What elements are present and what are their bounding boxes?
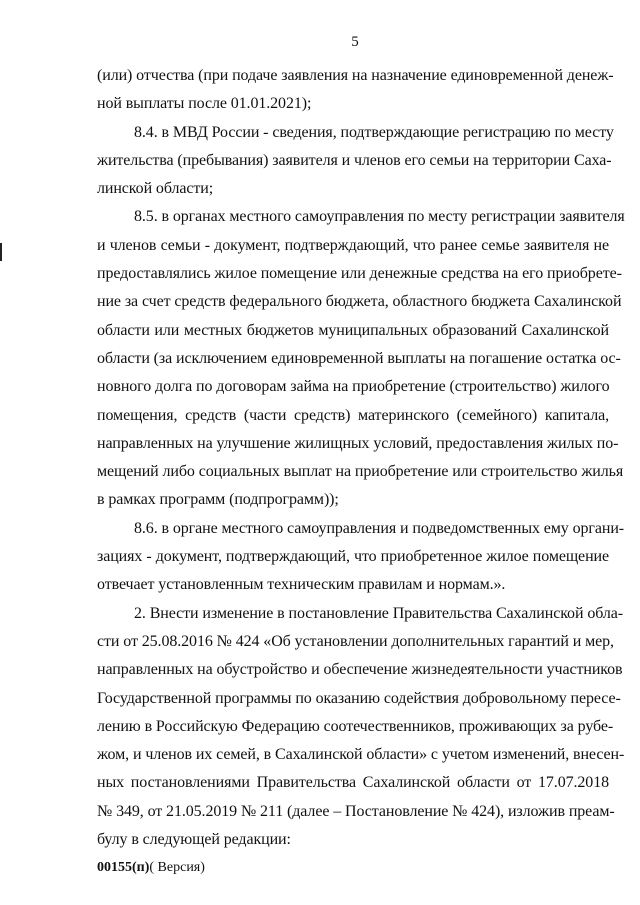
margin-mark [0,243,2,261]
text-line: 8.6. в органе местного самоуправления и подведомственных ему органи- [134,519,625,537]
text-line: № 349, от 21.05.2019 № 211 (далее – Постановление № 424), изложив преам- [97,802,615,820]
text-line: зациях - документ, подтверждающий, что приобретенное жилое помещение [97,548,609,566]
text-line: ние за счет средств федерального бюджета, областного бюджета Сахалинской [97,293,622,311]
document-body [97,62,625,854]
text-line: сти от 25.08.2016 № 424 «Об установлении дополнительных гарантий и мер, [97,632,614,650]
text-line: жительства (пребывания) заявителя и членов его семьи на территории Саха- [97,151,612,169]
text-line: и членов семьи - документ, подтверждающий, что ранее семье заявителя не [97,236,609,254]
text-line: (или) отчества (при подаче заявления на назначение единовременной денеж- [97,67,614,84]
text-line: предоставлялись жилое помещение или денежные средства на его приобрете- [97,265,622,283]
document-footer [97,860,205,876]
text-line: в рамках программ (подпрограмм)); [97,491,339,509]
text-line: 8.4. в МВД России - сведения, подтверждающие регистрацию по месту [134,123,614,141]
text-line: мещений либо социальных выплат на приобретение или строительство жилья [97,463,624,481]
text-line: направленных на улучшение жилищных условий, предоставления жилых по- [97,434,619,452]
text-line: 8.5. в органах местного самоуправления по месту регистрации заявителя [134,208,625,226]
document-code: 00155(п) [97,860,150,875]
text-line: 2. Внести изменение в постановление Правительства Сахалинской обла- [134,604,623,622]
text-line: лению в Российскую Федерацию соотечественников, проживающих за рубе- [97,717,614,735]
text-line: отвечает установленным техническим правилам и нормам.». [97,576,506,594]
text-line: направленных на обустройство и обеспечение жизнедеятельности участников [97,661,623,679]
text-line: Государственной программы по оказанию содействия добровольному пересе- [97,689,621,707]
text-line: помещения, средств (части средств) материнского (семейного) капитала, [97,406,609,424]
text-line: новного долга по договорам займа на приобретение (строительство) жилого [97,378,610,396]
text-line: ных постановлениями Правительства Сахалинской области от 17.07.2018 [97,774,609,792]
text-line: жом, и членов их семей, в Сахалинской области» с учетом изменений, внесен- [97,746,625,764]
text-line: области или местных бюджетов муниципальных образований Сахалинской [97,321,609,339]
text-line: линской области; [97,180,214,198]
page-number: 5 [351,34,359,50]
text-line: ной выплаты после 01.01.2021); [97,95,312,113]
text-line: области (за исключением единовременной выплаты на погашение остатка ос- [97,349,621,367]
text-line: булу в следующей редакции: [97,831,291,849]
document-version-label: ( Версия) [149,860,205,875]
